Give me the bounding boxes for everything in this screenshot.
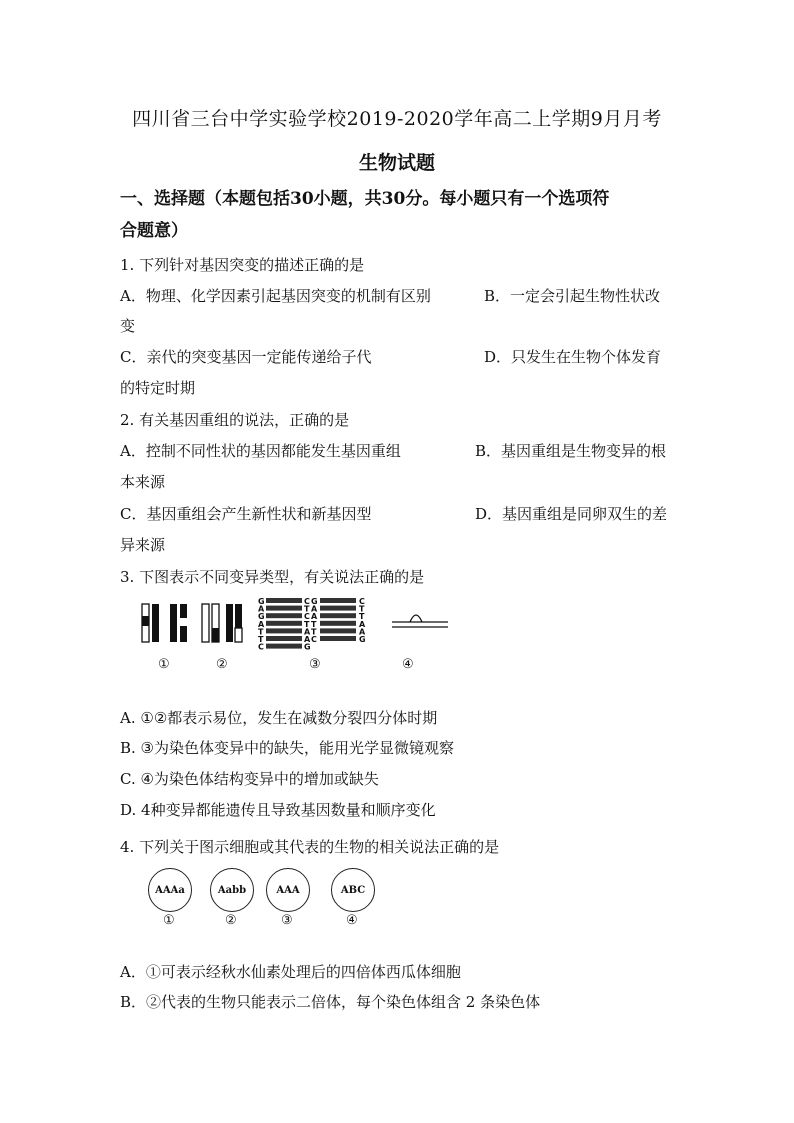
q1-option-b: B．一定会引起生物性状改 — [484, 287, 661, 305]
dna-base-pair-bar — [320, 636, 356, 641]
dna-base-letter: A — [311, 604, 318, 614]
dna-base-letter: T — [258, 635, 264, 644]
dna-base-pair-bar — [266, 613, 302, 618]
cell-3-genotype: AAA — [276, 884, 300, 896]
q1-stem: 1. 下列针对基因突变的描述正确的是 — [120, 256, 365, 274]
cell-2 — [210, 868, 254, 912]
figure-label-1: ① — [158, 657, 170, 672]
figure-3-dna — [258, 597, 366, 652]
q1-option-c: C．亲代的突变基因一定能传递给子代 — [120, 348, 372, 366]
dna-base-pair-bar — [320, 628, 356, 633]
q2-stem: 2. 有关基因重组的说法，正确的是 — [120, 411, 350, 429]
q1-option-d-cont: 的特定时期 — [120, 379, 196, 397]
dna-base-letter: T — [359, 612, 365, 622]
dna-base-letter: A — [311, 612, 318, 622]
cell-label-2: ② — [225, 913, 237, 928]
dna-base-letter: G — [304, 642, 311, 652]
dna-base-letter: T — [311, 619, 317, 629]
q3-option-d: D. 4种变异都能遗传且导致基因数量和顺序变化 — [120, 801, 436, 819]
figure-4-loop — [392, 615, 448, 627]
dna-base-letter: T — [304, 604, 310, 614]
figure-label-4: ④ — [402, 657, 414, 672]
cell-1 — [148, 868, 192, 912]
figure-label-3: ③ — [309, 657, 321, 672]
q2-option-a: A．控制不同性状的基因都能发生基因重组 — [120, 442, 401, 460]
dna-base-letter: A — [258, 604, 265, 614]
page-subtitle: 生物试题 — [358, 152, 435, 174]
dna-base-pair-bar — [320, 621, 356, 626]
dna-base-letter: A — [304, 635, 311, 644]
dna-base-letter: A — [359, 619, 366, 629]
dna-base-letter: C — [304, 597, 310, 606]
q3-option-c: C. ④为染色体结构变异中的增加或缺失 — [120, 770, 379, 788]
dna-base-pair-bar — [266, 636, 302, 641]
dna-base-letter: A — [258, 619, 265, 629]
cell-label-3: ③ — [281, 913, 293, 928]
dna-base-letter: G — [359, 635, 366, 644]
dna-base-letter: G — [258, 612, 265, 622]
q4-option-b: B．②代表的生物只能表示二倍体，每个染色体组含 2 条染色体 — [120, 993, 541, 1011]
q3-stem: 3. 下图表示不同变异类型，有关说法正确的是 — [120, 568, 425, 586]
figure-label-2: ② — [216, 657, 228, 672]
dna-base-pair-bar — [320, 598, 356, 603]
q2-option-d-cont: 异来源 — [120, 536, 166, 554]
cell-1-genotype: AAAa — [155, 884, 185, 896]
cell-4-genotype: ABC — [340, 884, 366, 896]
dna-base-pair-bar — [266, 598, 302, 603]
cell-label-1: ① — [163, 913, 175, 928]
cell-4 — [331, 868, 375, 912]
cell-3 — [266, 868, 310, 912]
dna-base-letter: C — [359, 597, 365, 606]
q1-option-d: D．只发生在生物个体发育 — [484, 348, 662, 366]
dna-base-pair-bar — [320, 606, 356, 611]
page-title: 四川省三台中学实验学校2019-2020学年高二上学期9月月考 — [132, 108, 662, 130]
dna-base-letter: A — [304, 627, 311, 637]
dna-base-letter: C — [304, 612, 310, 622]
dna-base-letter: G — [311, 597, 318, 606]
q2-option-c: C．基因重组会产生新性状和新基因型 — [120, 505, 372, 523]
section-heading-line1: 一、选择题（本题包括30小题，共30分。每小题只有一个选项符 — [120, 189, 610, 209]
dna-base-pair-bar — [320, 613, 356, 618]
q2-option-b-cont: 本来源 — [120, 473, 166, 491]
dna-base-letter: T — [359, 604, 365, 614]
dna-base-letter: T — [258, 627, 264, 637]
q2-option-d: D．基因重组是同卵双生的差 — [475, 505, 668, 523]
q4-option-a: A．①可表示经秋水仙素处理后的四倍体西瓜体细胞 — [120, 963, 461, 981]
dna-base-pair-bar — [266, 628, 302, 633]
q3-option-a: A. ①②都表示易位，发生在减数分裂四分体时期 — [120, 709, 438, 727]
q1-option-a: A．物理、化学因素引起基因突变的机制有区别 — [120, 287, 431, 305]
dna-base-letter: C — [258, 642, 264, 652]
q3-option-b: B. ③为染色体变异中的缺失，能用光学显微镜观察 — [120, 739, 455, 757]
dna-base-pair-bar — [266, 621, 302, 626]
figure-2-chromosomes — [202, 604, 242, 642]
q2-option-b: B．基因重组是生物变异的根 — [475, 442, 667, 460]
dna-base-pair-bar — [266, 606, 302, 611]
dna-base-letter: T — [304, 619, 310, 629]
dna-base-pair-bar — [266, 644, 302, 649]
dna-base-letter: G — [258, 597, 265, 606]
cell-2-genotype: Aabb — [217, 884, 247, 896]
section-heading-line2: 合题意） — [120, 221, 188, 241]
q1-option-b-cont: 变 — [120, 317, 136, 335]
dna-base-letter: C — [311, 635, 317, 644]
q4-stem: 4. 下列关于图示细胞或其代表的生物的相关说法正确的是 — [120, 838, 500, 856]
figure-1-chromosomes — [142, 604, 187, 642]
dna-base-letter: T — [311, 627, 317, 637]
dna-base-letter: A — [359, 627, 366, 637]
cell-label-4: ④ — [346, 913, 358, 928]
